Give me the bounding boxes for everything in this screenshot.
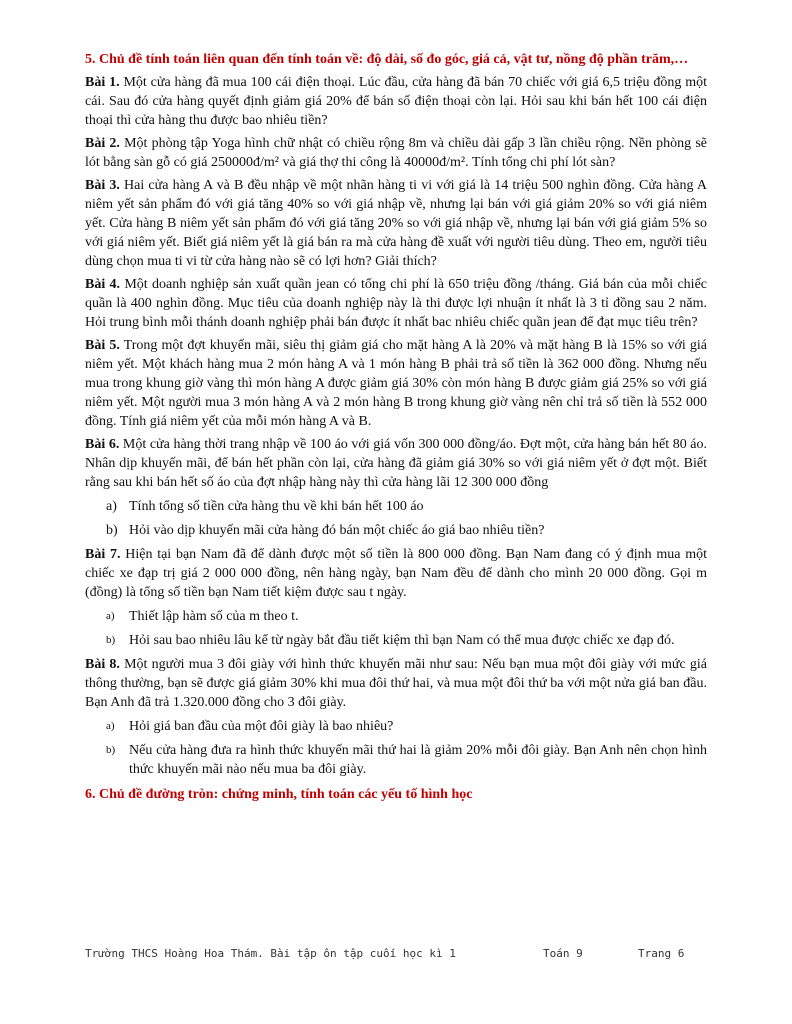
footer-subject: Toán 9 — [543, 947, 583, 960]
problem-7-part-a — [85, 607, 707, 626]
problem-6-part-b — [85, 521, 707, 540]
problem-3-text: Hai cửa hàng A và B đều nhập về một nhãn hàng ti vi với giá là 14 triệu 500 nghìn đồng. Cửa hàng A niêm yết sản phẩm đó với giá tăng 40% so với giá nhập về, nhưng lại bán với giá giảm 20% so với giá niêm yết. Cửa hàng B niêm yết sản phẩm đó với giá tăng 20% so với giá nhập về, nhưng lại bán với giá giảm 5% so với giá niêm yết. Biết giá niêm yết là giá bán ra mà cửa hàng đề xuất với người tiêu dùng. Theo em, người tiêu dùng chọn mua ti vi từ cửa hàng nào sẽ có lợi hơn? Giải thích? — [85, 178, 707, 269]
problem-8-part-a-label: a) — [106, 720, 115, 732]
problem-1-label: Bài 1. — [85, 75, 120, 90]
problem-4-label: Bài 4. — [85, 277, 121, 292]
problem-8-part-a-text: Hỏi giá ban đầu của một đôi giày là bao nhiêu? — [129, 719, 394, 734]
problem-6-label: Bài 6. — [85, 437, 120, 452]
problem-8-part-b-label: b) — [106, 744, 116, 756]
problem-6 — [85, 435, 707, 492]
problem-3-label: Bài 3. — [85, 178, 120, 193]
problem-6-part-b-label: b) — [106, 523, 118, 538]
problem-5-label: Bài 5. — [85, 338, 120, 353]
problem-8-part-a — [85, 717, 707, 736]
problem-7-part-b — [85, 631, 707, 650]
problem-7 — [85, 545, 707, 602]
problem-7-label: Bài 7. — [85, 547, 121, 562]
problem-6-part-b-text: Hỏi vào dịp khuyến mãi cửa hàng đó bán một chiếc áo giá bao nhiêu tiền? — [129, 523, 545, 538]
problem-6-part-a-label: a) — [106, 499, 117, 514]
problem-6-part-a-text: Tính tổng số tiền cửa hàng thu về khi bán hết 100 áo — [129, 499, 424, 514]
problem-8 — [85, 655, 707, 712]
section-6-heading: 6. Chủ đề đường tròn: chứng minh, tính toán các yếu tố hình học — [85, 787, 473, 802]
problem-2-label: Bài 2. — [85, 136, 120, 151]
section-5-heading: 5. Chủ đề tính toán liên quan đến tính toán về: độ dài, số đo góc, giá cả, vật tư, nồng độ phần trăm,… — [85, 52, 689, 67]
page-footer — [85, 947, 707, 999]
problem-7-part-b-label: b) — [106, 634, 116, 646]
problem-8-text: Một người mua 3 đôi giày với hình thức khuyến mãi như sau: Nếu bạn mua một đôi giày với mức giá thông thường, bạn sẽ được giá giảm 30% khi mua đôi thứ hai, và mua một đôi thứ ba với một nửa giá ban đầu. Bạn Anh đã trả 1.320.000 đồng cho 3 đôi giày. — [85, 657, 707, 710]
problem-5 — [85, 336, 707, 431]
problem-6-part-a — [85, 497, 707, 516]
problem-7-part-b-text: Hỏi sau bao nhiêu lâu kể từ ngày bắt đầu tiết kiệm thì bạn Nam có thể mua được chiếc xe đạp đó. — [129, 633, 675, 648]
problem-8-part-b — [85, 741, 707, 779]
footer-school: Trường THCS Hoàng Hoa Thám. Bài tập ôn tập cuối học kì 1 — [85, 947, 456, 960]
problem-3 — [85, 176, 707, 271]
problem-5-text: Trong một đợt khuyến mãi, siêu thị giảm giá cho mặt hàng A là 20% và mặt hàng B là 15% so với giá niêm yết. Một khách hàng mua 2 món hàng A và 1 món hàng B phải trả số tiền là 362 000 đồng. Nhưng nếu mua trong khung giờ vàng thì món hàng A được giảm giá 30% còn món hàng B được giảm giá 25% so với giá niêm yết. Một người mua 3 món hàng A và 2 món hàng B trong khung giờ vàng nên chỉ trả số tiền là 552 000 đồng. Tính giá niêm yết của mỗi món hàng A và B. — [85, 338, 707, 429]
problem-8-part-b-text: Nếu cửa hàng đưa ra hình thức khuyến mãi thứ hai là giảm 20% mỗi đôi giày. Bạn Anh nên chọn hình thức khuyến mãi nào nếu mua ba đôi giày. — [129, 743, 707, 777]
footer-page-number: Trang 6 — [638, 947, 685, 960]
problem-1-text: Một cửa hàng đã mua 100 cái điện thoại. Lúc đầu, cửa hàng đã bán 70 chiếc với giá 6,5 triệu đồng một cái. Sau đó cửa hàng quyết định giảm giá 20% để bán số điện thoại còn lại. Hỏi sau khi bán hết 100 cái điện thoại thì cửa hàng thu được bao nhiêu tiền? — [85, 75, 707, 128]
problem-6-text: Một cửa hàng thời trang nhập về 100 áo với giá vốn 300 000 đồng/áo. Đợt một, cửa hàng bán hết 80 áo. Nhân dịp khuyến mãi, để bán hết phần còn lại, cửa hàng đã giảm giá 30% so với giá niêm yết ở đợt một. Biết rằng sau khi bán hết số áo của đợt nhập hàng này thì cửa hàng lãi 12 300 000 đồng — [85, 437, 707, 490]
problem-2-text: Một phòng tập Yoga hình chữ nhật có chiều rộng 8m và chiều dài gấp 3 lần chiều rộng. Nền phòng sẽ lót bằng sàn gỗ có giá 250000đ/m² và giá thợ thi công là 40000đ/m². Tính tổng chi phí lót sàn? — [85, 136, 708, 170]
problem-7-part-a-label: a) — [106, 610, 115, 622]
problem-8-label: Bài 8. — [85, 657, 120, 672]
problem-4-text: Một doanh nghiệp sản xuất quần jean có tổng chi phí là 650 triệu đồng /tháng. Giá bán của mỗi chiếc quần là 400 nghìn đồng. Mục tiêu của doanh nghiệp này là thi được lợi nhuận ít nhất là 3 tỉ đồng sau 2 năm. Hỏi trung bình mỗi thánh doanh nghiệp phải bán được ít nhất bac nhiêu chiếc quần jean để đạt mục tiêu trên? — [85, 277, 708, 330]
problem-1 — [85, 73, 707, 130]
problem-4 — [85, 275, 707, 332]
problem-2 — [85, 134, 707, 172]
document-page — [85, 50, 707, 808]
problem-7-text: Hiện tại bạn Nam đã để dành được một số tiền là 800 000 đồng. Bạn Nam đang có ý định mua một chiếc xe đạp trị giá 2 000 000 đồng, nên hàng ngày, bạn Nam đều để dành cho mình 20 000 đồng. Gọi m (đồng) là tổng số tiền bạn Nam tiết kiệm được sau t ngày. — [85, 547, 707, 600]
problem-7-part-a-text: Thiết lập hàm số của m theo t. — [129, 609, 299, 624]
